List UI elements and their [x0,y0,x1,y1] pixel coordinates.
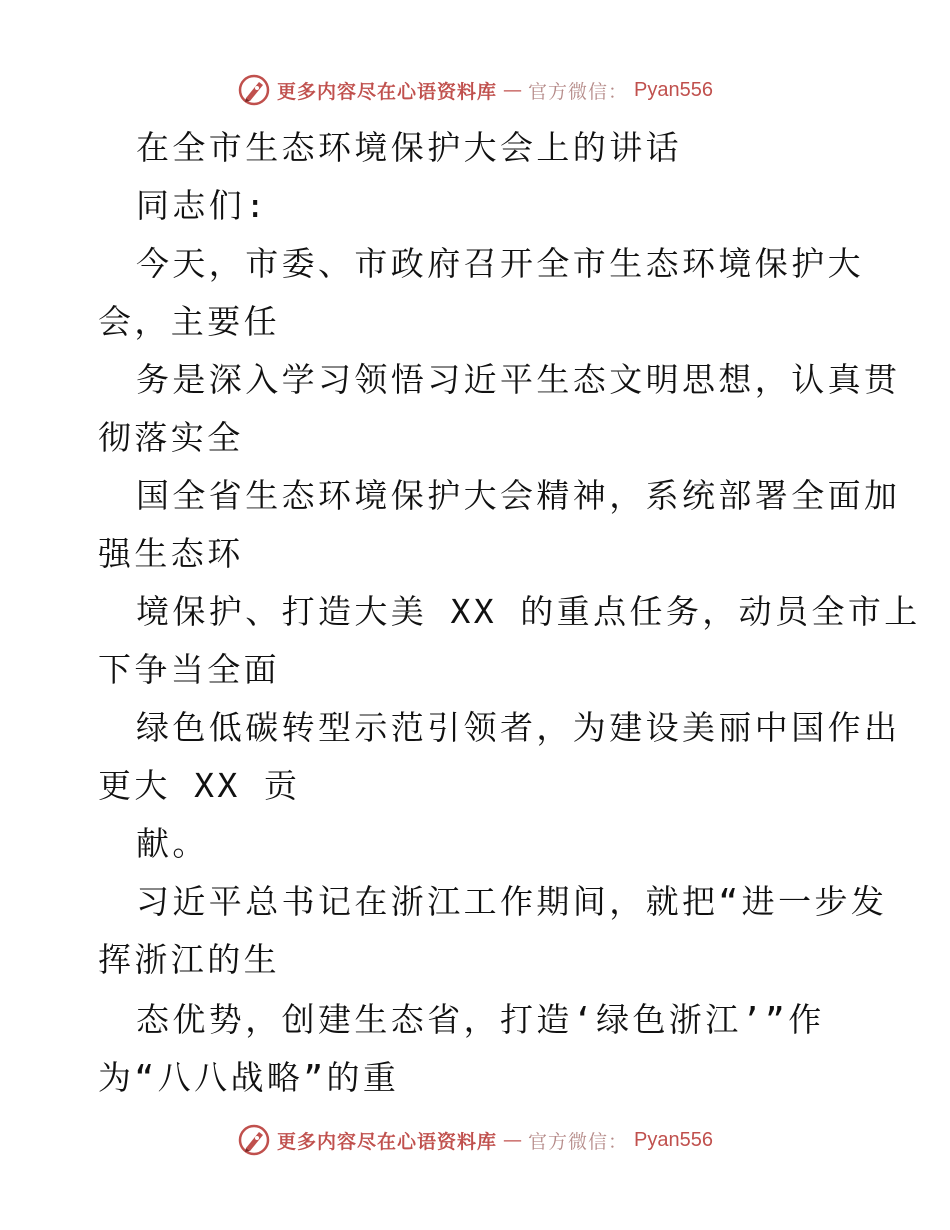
paragraph-line: 下争当全面 [98,650,280,689]
paragraph-line: 献。 [136,824,209,863]
header-banner-content [237,73,713,107]
pen-logo-icon [237,1123,271,1157]
paragraph-line: 境保护、打造大美 XX 的重点任务，动员全市上 [136,592,921,631]
paragraph-line: 态优势，创建生态省，打造‘绿色浙江’”作 [136,1000,825,1039]
paragraph-line: 务是深入学习领悟习近平生态文明思想，认真贯 [136,360,901,399]
header-banner-wechat-id: Pyan556 [634,78,713,101]
speech-title: 在全市生态环境保护大会上的讲话 [136,128,682,167]
header-banner-dash: — [503,79,523,101]
paragraph-line: 同志们: [136,186,269,225]
paragraph-line: 绿色低碳转型示范引领者，为建设美丽中国作出 [136,708,901,747]
header-banner [0,70,950,110]
footer-banner-wechat-id: Pyan556 [634,1128,713,1151]
paragraph-line: 国全省生态环境保护大会精神，系统部署全面加 [136,476,901,515]
footer-banner-title: 更多内容尽在心语资料库 [277,1130,498,1153]
paragraph-line: 为“八八战略”的重 [98,1058,400,1097]
paragraph-line: 彻落实全 [98,418,244,457]
footer-banner-dash: — [503,1129,523,1151]
footer-banner [0,1120,950,1160]
paragraph-line: 更大 XX 贡 [98,766,301,805]
paragraph-line: 会，主要任 [98,302,280,341]
footer-banner-content [237,1123,713,1157]
paragraph-line: 强生态环 [98,534,244,573]
paragraph-line: 今天，市委、市政府召开全市生态环境保护大 [136,244,864,283]
footer-banner-wechat-label: 官方微信： [528,1130,629,1153]
paragraph-line: 挥浙江的生 [98,940,280,979]
paragraph-line: 习近平总书记在浙江工作期间，就把“进一步发 [136,882,888,921]
pen-logo-icon [237,73,271,107]
header-banner-title: 更多内容尽在心语资料库 [277,80,498,103]
header-banner-wechat-label: 官方微信： [528,80,629,103]
